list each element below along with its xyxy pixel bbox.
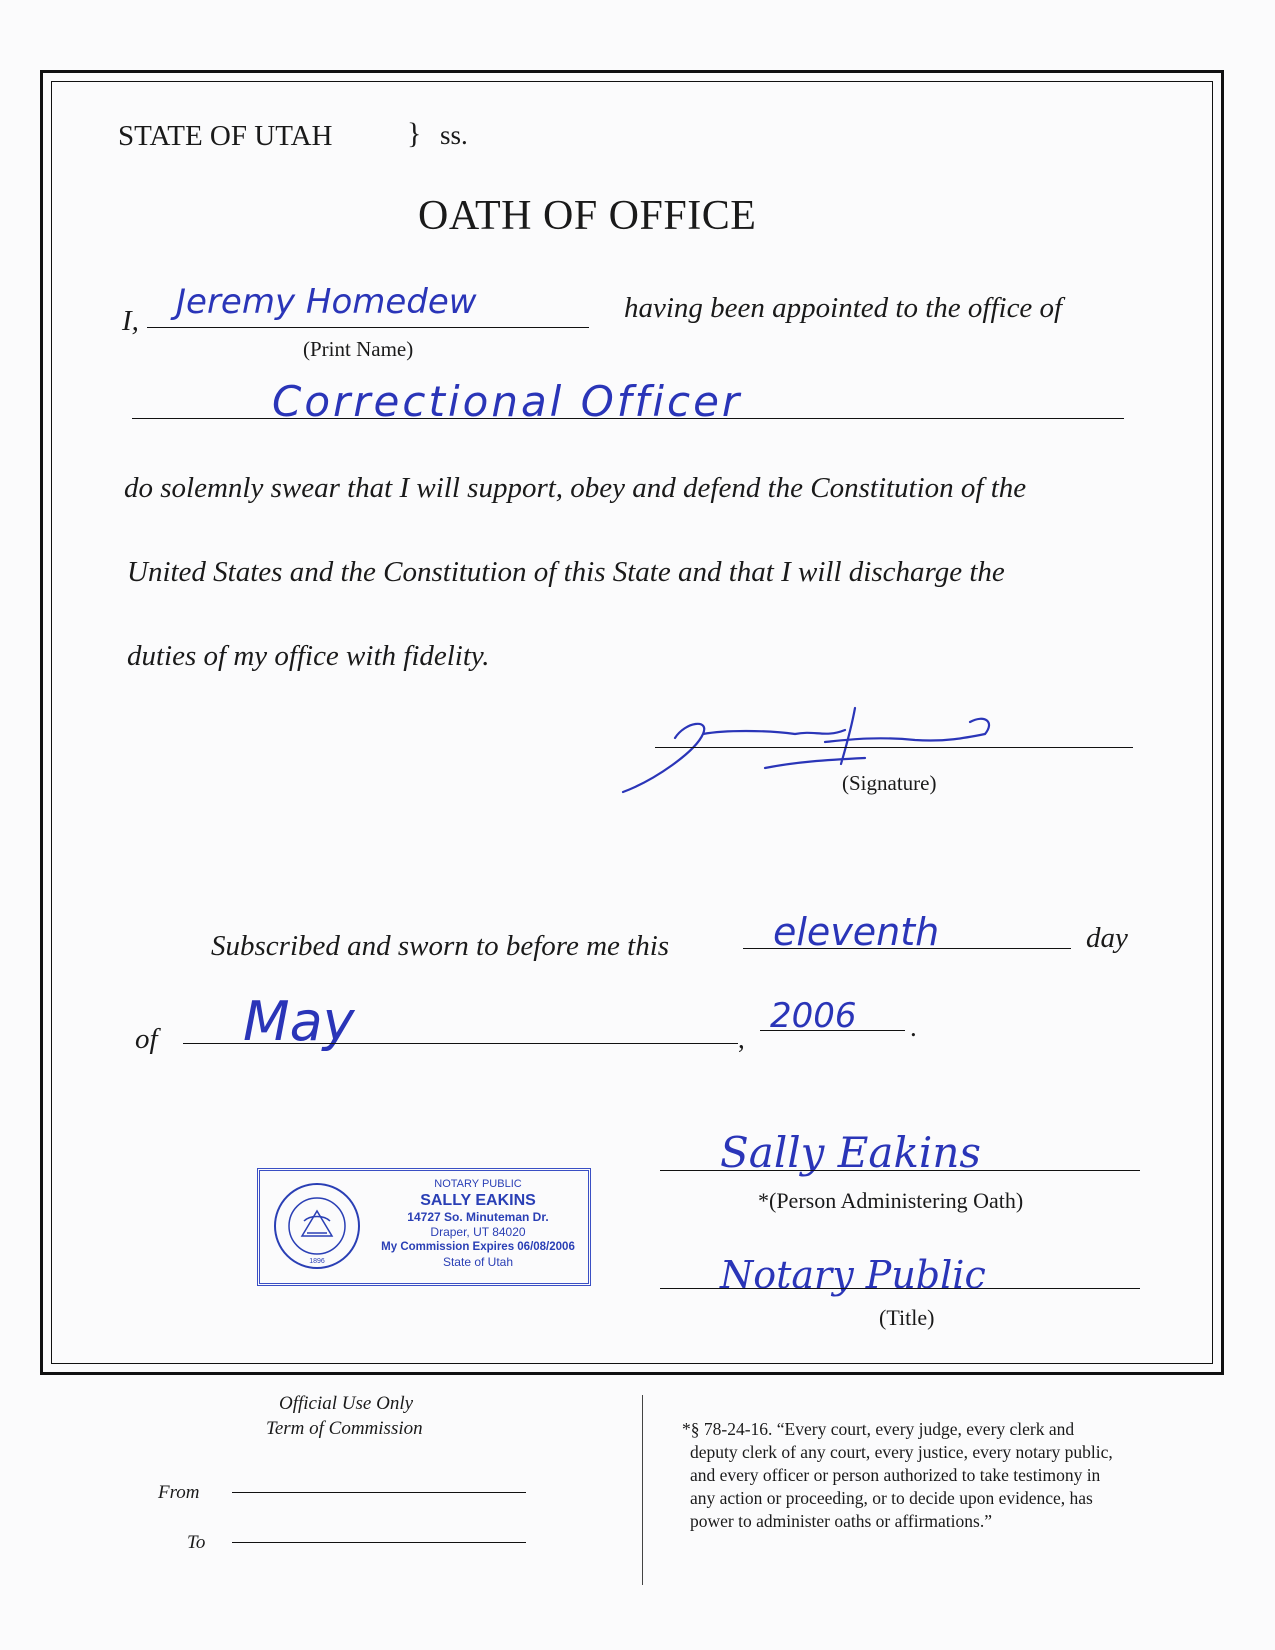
from-line <box>232 1492 526 1493</box>
stamp-line-3: 14727 So. Minuteman Dr. <box>407 1210 549 1224</box>
day-word: day <box>1086 922 1128 954</box>
stamp-line-6: State of Utah <box>442 1255 514 1269</box>
office-line <box>132 418 1124 419</box>
footnote-block <box>682 1418 1113 1533</box>
stamp-line-2: SALLY EAKINS <box>420 1192 536 1209</box>
administrator-signature: Sally Eakins <box>720 1128 981 1177</box>
official-use-heading: Official Use Only <box>279 1393 414 1414</box>
stamp-text-block <box>370 1177 586 1270</box>
handwritten-office: Correctional Officer <box>272 377 743 426</box>
document-title: OATH OF OFFICE <box>418 193 757 239</box>
signature-caption: (Signature) <box>842 771 937 795</box>
footnote-line-1: *§ 78-24-16. “Every court, every judge, every clerk and <box>682 1419 1075 1439</box>
brace-symbol: } <box>407 117 422 150</box>
stamp-line-4: Draper, UT 84020 <box>430 1225 526 1239</box>
to-line <box>232 1542 526 1543</box>
month-line <box>183 1043 738 1044</box>
month-comma: , <box>738 1024 745 1054</box>
officer-signature <box>615 700 1045 800</box>
handwritten-day: eleventh <box>773 910 940 954</box>
print-name-caption: (Print Name) <box>303 337 414 361</box>
state-label: STATE OF UTAH <box>118 120 333 152</box>
subscribed-text: Subscribed and sworn to before me this <box>211 930 670 962</box>
seal-year: 1896 <box>309 1258 325 1265</box>
footnote-line-4: any action or proceeding, or to decide upon evidence, has <box>690 1488 1093 1508</box>
to-label: To <box>187 1532 206 1553</box>
signature-line <box>655 747 1133 748</box>
oath-text-line-2: United States and the Constitution of this State and that I will discharge the <box>127 556 1005 588</box>
administrator-caption: *(Person Administering Oath) <box>758 1188 1024 1213</box>
oath-text-line-1: do solemnly swear that I will support, obey and defend the Constitution of the <box>124 472 1027 504</box>
title-caption: (Title) <box>879 1305 935 1330</box>
footnote-line-2: deputy clerk of any court, every justice, every notary public, <box>690 1442 1113 1462</box>
from-label: From <box>158 1482 200 1503</box>
of-word: of <box>135 1023 158 1055</box>
appointed-text: having been appointed to the office of <box>624 292 1063 324</box>
title-line <box>660 1288 1140 1289</box>
administrator-signature-line <box>660 1170 1140 1171</box>
day-line <box>743 948 1071 949</box>
stamp-line-5: My Commission Expires 06/08/2006 <box>381 1241 575 1253</box>
footnote-line-5: power to administer oaths or affirmations.” <box>690 1511 992 1531</box>
utah-seal-icon <box>272 1181 362 1271</box>
year-line <box>760 1030 905 1031</box>
stamp-line-1: NOTARY PUBLIC <box>434 1178 522 1190</box>
handwritten-year: 2006 <box>770 996 857 1036</box>
name-line <box>147 327 589 328</box>
section-divider <box>642 1395 643 1585</box>
handwritten-name: Jeremy Homedew <box>176 282 477 322</box>
year-period: . <box>910 1012 917 1042</box>
oath-text-line-3: duties of my office with fidelity. <box>127 640 490 672</box>
administrator-title: Notary Public <box>720 1253 986 1297</box>
term-of-commission-heading: Term of Commission <box>266 1418 423 1439</box>
notary-stamp <box>257 1168 591 1286</box>
footnote-line-3: and every officer or person authorized to take testimony in <box>690 1465 1101 1485</box>
oath-i-prefix: I, <box>122 305 139 337</box>
handwritten-month: May <box>243 990 355 1053</box>
ss-label: ss. <box>440 120 468 150</box>
